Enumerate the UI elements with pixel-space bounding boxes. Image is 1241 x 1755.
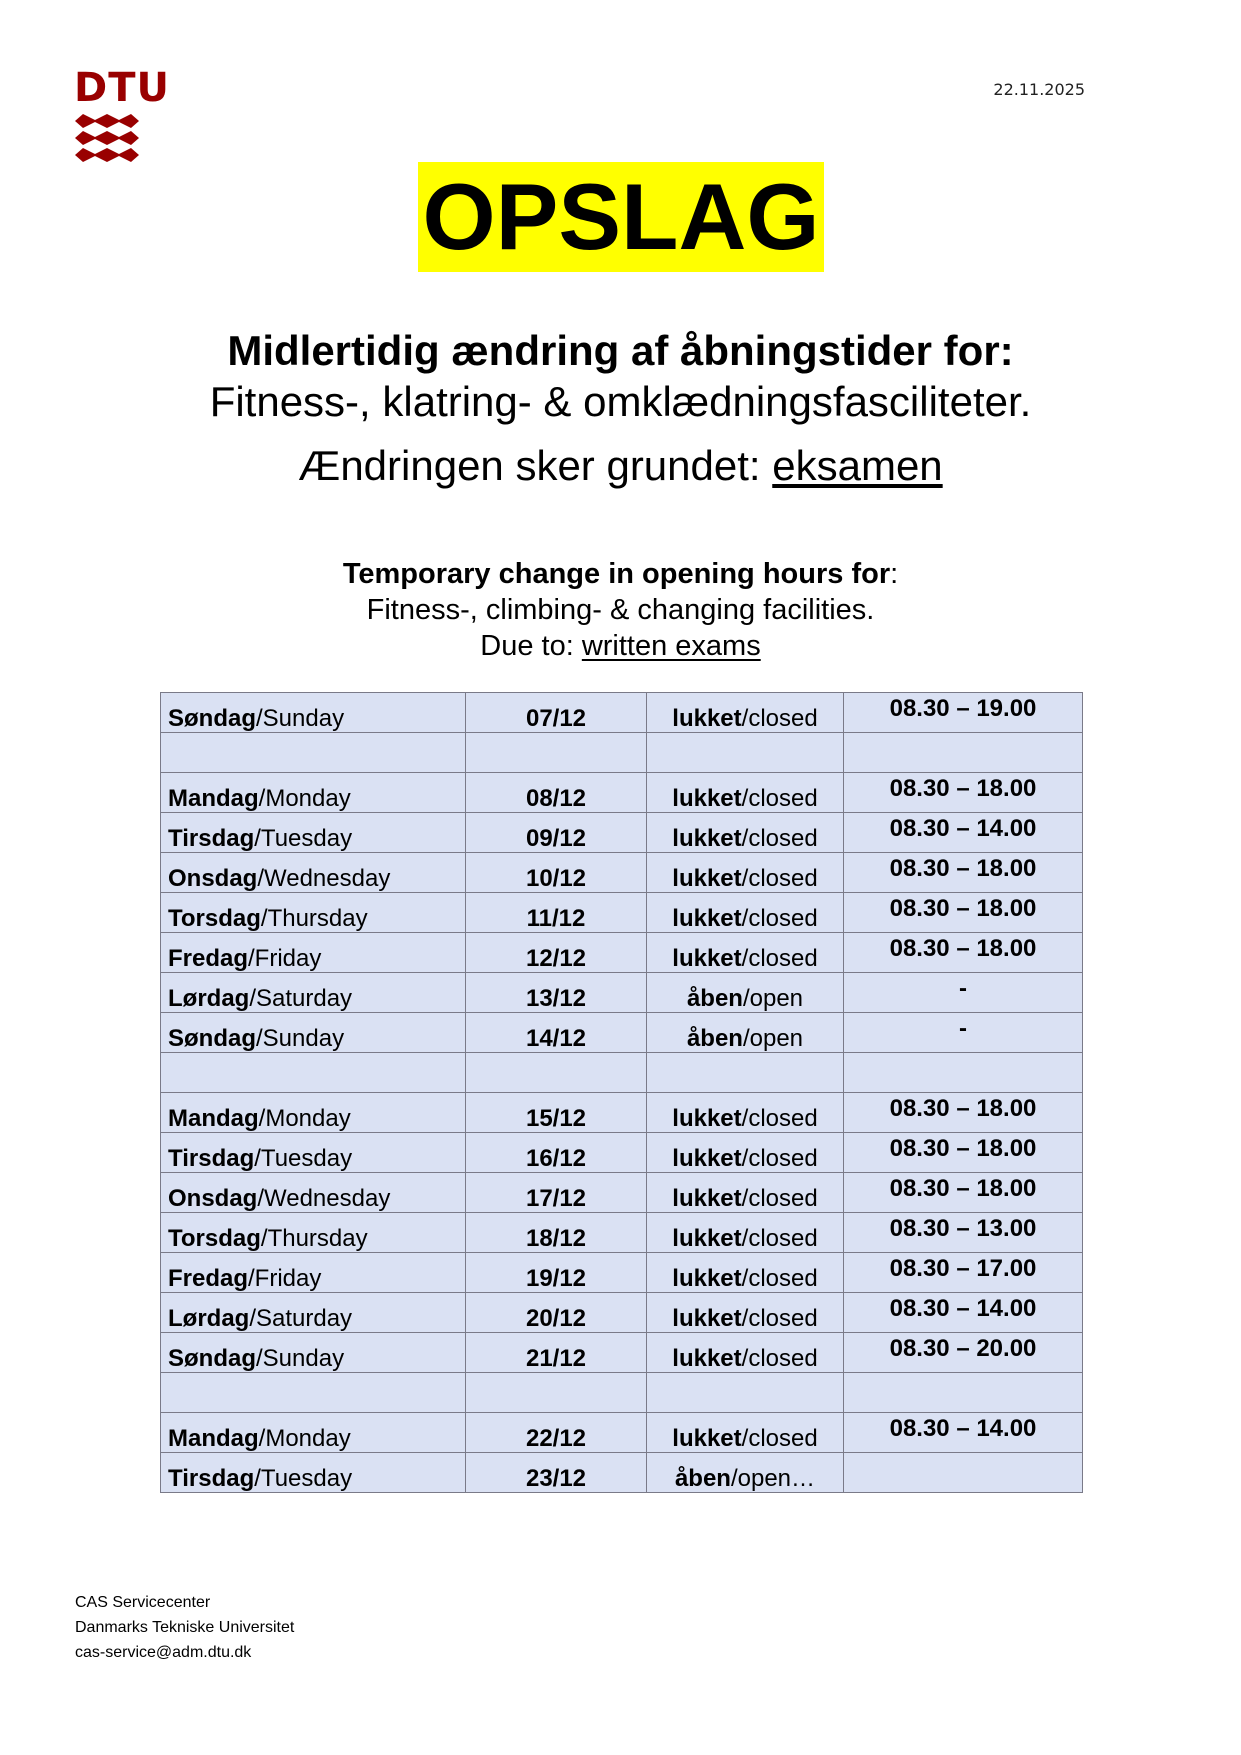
status-english: /closed xyxy=(741,1305,818,1332)
day-cell xyxy=(161,1373,466,1413)
day-danish: Torsdag xyxy=(168,1225,261,1252)
dtu-logo xyxy=(74,65,170,168)
status-english: /closed xyxy=(741,825,818,852)
day-cell xyxy=(161,1093,466,1133)
status-cell xyxy=(647,853,844,893)
date-cell: 15/12 xyxy=(466,1093,647,1133)
hours-cell: - xyxy=(844,973,1083,1013)
day-danish: Tirsdag xyxy=(168,1145,255,1172)
day-english: /Monday xyxy=(258,785,351,812)
hours-cell: 08.30 – 18.00 xyxy=(844,1133,1083,1173)
day-cell xyxy=(161,813,466,853)
table-row xyxy=(161,1173,1083,1213)
footer-org: CAS Servicecenter xyxy=(75,1594,211,1611)
table-row xyxy=(161,813,1083,853)
danish-heading: Midlertidig ændring af åbningstider for: xyxy=(227,327,1014,374)
day-danish: Tirsdag xyxy=(168,825,255,852)
day-english: /Tuesday xyxy=(254,1465,353,1492)
status-danish: lukket xyxy=(672,1185,742,1212)
day-cell xyxy=(161,1173,466,1213)
english-heading xyxy=(0,556,1241,592)
status-cell xyxy=(647,1053,844,1093)
date-cell xyxy=(466,1053,647,1093)
day-cell xyxy=(161,1053,466,1093)
day-cell xyxy=(161,1253,466,1293)
day-cell xyxy=(161,1013,466,1053)
day-danish: Tirsdag xyxy=(168,1465,255,1492)
english-reason-prefix: Due to: xyxy=(480,630,582,662)
status-cell xyxy=(647,1413,844,1453)
date-cell xyxy=(466,733,647,773)
day-danish: Onsdag xyxy=(168,1185,258,1212)
date-cell: 08/12 xyxy=(466,773,647,813)
status-english: /open… xyxy=(730,1465,816,1492)
day-cell xyxy=(161,1333,466,1373)
table-row xyxy=(161,1333,1083,1373)
status-english: /closed xyxy=(741,945,818,972)
status-english: /closed xyxy=(741,705,818,732)
status-danish: åben xyxy=(686,1025,743,1052)
status-english: /open xyxy=(742,1025,804,1052)
day-danish: Søndag xyxy=(168,705,256,732)
status-cell xyxy=(647,1213,844,1253)
status-english: /closed xyxy=(741,1105,818,1132)
status-english: /closed xyxy=(741,1345,818,1372)
status-danish: lukket xyxy=(672,905,742,932)
status-cell xyxy=(647,1173,844,1213)
day-cell xyxy=(161,1293,466,1333)
status-english: /closed xyxy=(741,785,818,812)
status-danish: lukket xyxy=(672,945,742,972)
english-reason-value: written exams xyxy=(581,630,761,662)
day-danish: Fredag xyxy=(168,945,249,972)
date-cell: 12/12 xyxy=(466,933,647,973)
status-danish: lukket xyxy=(672,1225,742,1252)
day-danish: Søndag xyxy=(168,1345,256,1372)
hours-cell: 08.30 – 18.00 xyxy=(844,1173,1083,1213)
hours-cell: 08.30 – 18.00 xyxy=(844,933,1083,973)
table-row xyxy=(161,1293,1083,1333)
english-heading-colon: : xyxy=(890,558,899,590)
status-cell xyxy=(647,973,844,1013)
hours-cell: 08.30 – 14.00 xyxy=(844,1413,1083,1453)
status-danish: lukket xyxy=(672,705,742,732)
status-danish: lukket xyxy=(672,1305,742,1332)
hours-cell: 08.30 – 18.00 xyxy=(844,853,1083,893)
table-row xyxy=(161,973,1083,1013)
day-english: /Friday xyxy=(248,1265,322,1292)
table-spacer-row xyxy=(161,733,1083,773)
dtu-waves-icon xyxy=(75,112,139,164)
status-english: /closed xyxy=(741,865,818,892)
day-danish: Fredag xyxy=(168,1265,249,1292)
status-english: /closed xyxy=(741,1145,818,1172)
date-cell: 23/12 xyxy=(466,1453,647,1493)
table-row xyxy=(161,1213,1083,1253)
status-english: /closed xyxy=(741,905,818,932)
day-english: /Wednesday xyxy=(257,865,391,892)
day-cell xyxy=(161,733,466,773)
status-danish: åben xyxy=(686,985,743,1012)
table-row xyxy=(161,693,1083,733)
date-cell: 07/12 xyxy=(466,693,647,733)
day-english: /Thursday xyxy=(260,1225,368,1252)
day-cell xyxy=(161,853,466,893)
hours-cell: 08.30 – 14.00 xyxy=(844,1293,1083,1333)
status-english: /open xyxy=(742,985,804,1012)
day-danish: Mandag xyxy=(168,1425,259,1452)
table-row xyxy=(161,1453,1083,1493)
day-english: /Tuesday xyxy=(254,825,353,852)
table-row xyxy=(161,853,1083,893)
table-row xyxy=(161,1013,1083,1053)
status-english: /closed xyxy=(741,1425,818,1452)
hours-cell xyxy=(844,1453,1083,1493)
hours-cell xyxy=(844,1053,1083,1093)
english-reason xyxy=(0,628,1241,664)
danish-facilities: Fitness-, klatring- & omklædningsfasciliteter. xyxy=(209,378,1032,425)
date-cell: 11/12 xyxy=(466,893,647,933)
danish-reason-prefix: Ændringen sker grundet: xyxy=(298,442,773,489)
date-cell xyxy=(466,1373,647,1413)
notice-date: 22.11.2025 xyxy=(993,80,1085,99)
status-danish: lukket xyxy=(672,825,742,852)
footer-email: cas-service@adm.dtu.dk xyxy=(75,1644,252,1661)
date-cell: 21/12 xyxy=(466,1333,647,1373)
day-cell xyxy=(161,973,466,1013)
table-row xyxy=(161,1253,1083,1293)
day-danish: Mandag xyxy=(168,1105,259,1132)
status-english: /closed xyxy=(741,1185,818,1212)
day-cell xyxy=(161,773,466,813)
day-english: /Wednesday xyxy=(257,1185,391,1212)
day-danish: Onsdag xyxy=(168,865,258,892)
date-cell: 10/12 xyxy=(466,853,647,893)
status-cell xyxy=(647,1453,844,1493)
day-cell xyxy=(161,893,466,933)
page-title: OPSLAG xyxy=(418,162,824,272)
hours-cell: 08.30 – 18.00 xyxy=(844,1093,1083,1133)
table-row xyxy=(161,1133,1083,1173)
danish-reason xyxy=(0,441,1241,491)
date-cell: 14/12 xyxy=(466,1013,647,1053)
status-cell xyxy=(647,893,844,933)
status-danish: lukket xyxy=(672,865,742,892)
status-cell xyxy=(647,933,844,973)
status-danish: åben xyxy=(674,1465,731,1492)
table-row xyxy=(161,1093,1083,1133)
day-danish: Lørdag xyxy=(168,1305,250,1332)
day-english: /Sunday xyxy=(256,1025,345,1052)
table-row xyxy=(161,1413,1083,1453)
hours-cell: 08.30 – 18.00 xyxy=(844,773,1083,813)
day-english: /Sunday xyxy=(256,1345,345,1372)
hours-cell: 08.30 – 20.00 xyxy=(844,1333,1083,1373)
status-cell xyxy=(647,1093,844,1133)
day-english: /Sunday xyxy=(256,705,345,732)
hours-cell xyxy=(844,1373,1083,1413)
date-cell: 09/12 xyxy=(466,813,647,853)
day-cell xyxy=(161,693,466,733)
hours-cell: 08.30 – 14.00 xyxy=(844,813,1083,853)
status-english: /closed xyxy=(741,1225,818,1252)
day-english: /Monday xyxy=(258,1425,351,1452)
day-cell xyxy=(161,933,466,973)
date-cell: 22/12 xyxy=(466,1413,647,1453)
status-danish: lukket xyxy=(672,1145,742,1172)
logo-text: DTU xyxy=(74,65,170,111)
day-english: /Monday xyxy=(258,1105,351,1132)
status-cell xyxy=(647,813,844,853)
table-row xyxy=(161,773,1083,813)
day-english: /Friday xyxy=(248,945,322,972)
status-danish: lukket xyxy=(672,785,742,812)
table-spacer-row xyxy=(161,1373,1083,1413)
table-spacer-row xyxy=(161,1053,1083,1093)
hours-cell xyxy=(844,733,1083,773)
day-cell xyxy=(161,1133,466,1173)
hours-cell: 08.30 – 13.00 xyxy=(844,1213,1083,1253)
hours-cell: 08.30 – 17.00 xyxy=(844,1253,1083,1293)
day-danish: Torsdag xyxy=(168,905,261,932)
date-cell: 13/12 xyxy=(466,973,647,1013)
status-cell xyxy=(647,1373,844,1413)
date-cell: 18/12 xyxy=(466,1213,647,1253)
status-danish: lukket xyxy=(672,1425,742,1452)
table-row xyxy=(161,893,1083,933)
hours-cell: - xyxy=(844,1013,1083,1053)
status-cell xyxy=(647,1133,844,1173)
schedule-body xyxy=(161,693,1083,1493)
status-cell xyxy=(647,693,844,733)
footer xyxy=(75,1590,294,1665)
status-cell xyxy=(647,733,844,773)
status-english: /closed xyxy=(741,1265,818,1292)
opening-hours-table xyxy=(160,692,1083,1493)
footer-university: Danmarks Tekniske Universitet xyxy=(75,1619,295,1636)
status-cell xyxy=(647,1333,844,1373)
day-danish: Mandag xyxy=(168,785,259,812)
status-danish: lukket xyxy=(672,1265,742,1292)
day-cell xyxy=(161,1213,466,1253)
day-cell xyxy=(161,1413,466,1453)
day-english: /Saturday xyxy=(249,985,353,1012)
hours-cell: 08.30 – 18.00 xyxy=(844,893,1083,933)
day-cell xyxy=(161,1453,466,1493)
danish-reason-value: eksamen xyxy=(772,442,943,489)
date-cell: 20/12 xyxy=(466,1293,647,1333)
status-danish: lukket xyxy=(672,1105,742,1132)
date-cell: 16/12 xyxy=(466,1133,647,1173)
status-cell xyxy=(647,1013,844,1053)
hours-cell: 08.30 – 19.00 xyxy=(844,693,1083,733)
day-danish: Søndag xyxy=(168,1025,256,1052)
day-english: /Saturday xyxy=(249,1305,353,1332)
english-heading-text: Temporary change in opening hours for xyxy=(342,558,891,590)
english-facilities: Fitness-, climbing- & changing facilities. xyxy=(366,594,875,626)
date-cell: 19/12 xyxy=(466,1253,647,1293)
status-cell xyxy=(647,1293,844,1333)
date-cell: 17/12 xyxy=(466,1173,647,1213)
day-danish: Lørdag xyxy=(168,985,250,1012)
status-cell xyxy=(647,773,844,813)
day-english: /Thursday xyxy=(260,905,368,932)
status-danish: lukket xyxy=(672,1345,742,1372)
table-row xyxy=(161,933,1083,973)
day-english: /Tuesday xyxy=(254,1145,353,1172)
status-cell xyxy=(647,1253,844,1293)
